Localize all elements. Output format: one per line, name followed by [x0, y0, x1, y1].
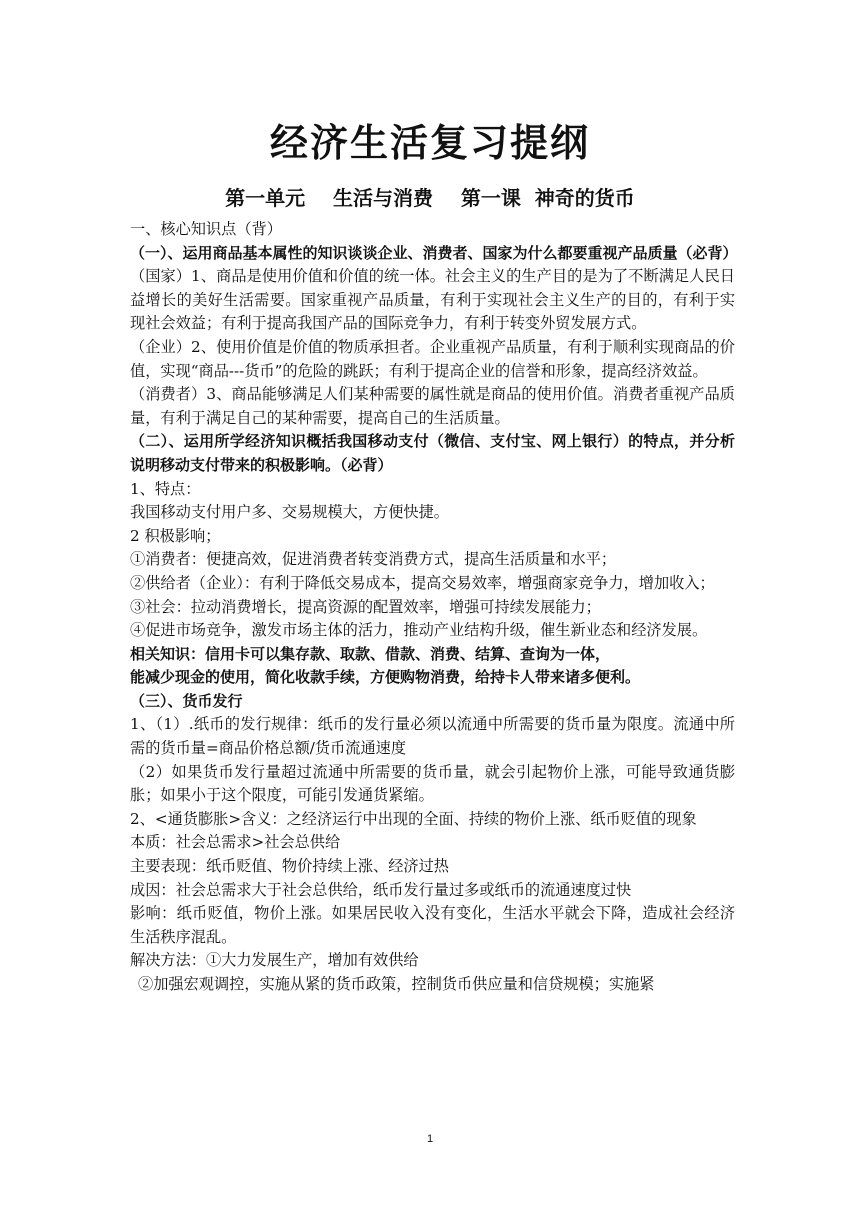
- paragraph: 成因：社会总需求大于社会总供给，纸币发行量过多或纸币的流通速度过快: [130, 880, 632, 899]
- paragraph: 1、（1）.纸币的发行规律：纸币的发行量必须以流通中所需要的货币量为限度。流通中所需的货币量=商品价格总额/货币流通速度: [130, 715, 735, 758]
- paragraph: （国家）1、商品是使用价值和价值的统一体。社会主义的生产目的是为了不断满足人民日益增长的美好生活需要。国家重视产品质量，有利于实现社会主义生产的目的，有利于实现社会效益；有利于提高我国产品的国际竞争力，有利于转变外贸发展方式。: [130, 267, 735, 333]
- section-heading: 一、核心知识点（背）: [130, 220, 282, 238]
- paragraph: 本质：社会总需求>社会总供给: [130, 833, 341, 852]
- paragraph: ②加强宏观调控，实施从紧的货币政策，控制货币供应量和信贷规模；实施紧: [138, 975, 655, 993]
- related-knowledge: 能减少现金的使用，简化收款手续，方便购物消费，给持卡人带来诸多便利。: [130, 668, 641, 687]
- list-item: ①消费者：便捷高效，促进消费者转变消费方式，提高生活质量和水平；: [130, 550, 616, 569]
- paragraph: （企业）2、使用价值是价值的物质承担者。企业重视产品质量，有利于顺利实现商品的价值，实现“商品---货币”的危险的跳跃；有利于提高企业的信誉和形象，提高经济效益。: [130, 337, 735, 380]
- document-title: 经济生活复习提纲: [269, 120, 590, 165]
- paragraph: 解决方法：①大力发展生产，增加有效供给: [130, 951, 419, 970]
- paragraph: 影响：纸币贬值，物价上涨。如果居民收入没有变化，生活水平就会下降，造成社会经济生活秩序混乱。: [130, 904, 735, 946]
- question-heading: （三）、货币发行: [130, 691, 243, 710]
- list-item: ②供给者（企业）：有利于降低交易成本，提高交易效率，增强商家竞争力，增加收入；: [130, 573, 715, 592]
- paragraph: 2 积极影响；: [130, 526, 221, 545]
- list-item: ③社会：拉动消费增长，提高资源的配置效率，增强可持续发展能力；: [130, 597, 601, 616]
- paragraph: （消费者）3、商品能够满足人们某种需要的属性就是商品的使用价值。消费者重视产品质量，有利于满足自己的某种需要，提高自己的生活质量。: [130, 385, 735, 427]
- paragraph: 主要表现：纸币贬值、物价持续上涨、经济过热: [130, 857, 449, 876]
- paragraph: 1、特点：: [130, 479, 201, 498]
- paragraph: 我国移动支付用户多、交易规模大，方便快捷。: [130, 503, 449, 522]
- list-item: ④促进市场竞争，激发市场主体的活力，推动产业结构升级，催生新业态和经济发展。: [130, 621, 708, 640]
- paragraph: （2）如果货币发行量超过流通中所需要的货币量，就会引起物价上涨，可能导致通货膨胀；如果小于这个限度，可能引发通货紧缩。: [130, 762, 735, 805]
- paragraph: 2、<通货膨胀>含义：之经济运行中出现的全面、持续的物价上涨、纸币贬值的现象: [130, 809, 697, 828]
- question-heading: （一）、运用商品基本属性的知识谈谈企业、消费者、国家为什么都要重视产品质量（必背）: [130, 243, 738, 262]
- related-knowledge: 相关知识：信用卡可以集存款、取款、借款、消费、结算、查询为一体，: [130, 644, 611, 663]
- page-number: 1: [426, 1133, 434, 1145]
- document-body: [130, 218, 738, 997]
- question-heading: （二）、运用所学经济知识概括我国移动支付（微信、支付宝、网上银行）的特点，并分析说明移动支付带来的积极影响。（必背）: [130, 432, 735, 474]
- unit-lesson-heading: 第一单元 生活与消费 第一课 神奇的货币: [225, 186, 635, 210]
